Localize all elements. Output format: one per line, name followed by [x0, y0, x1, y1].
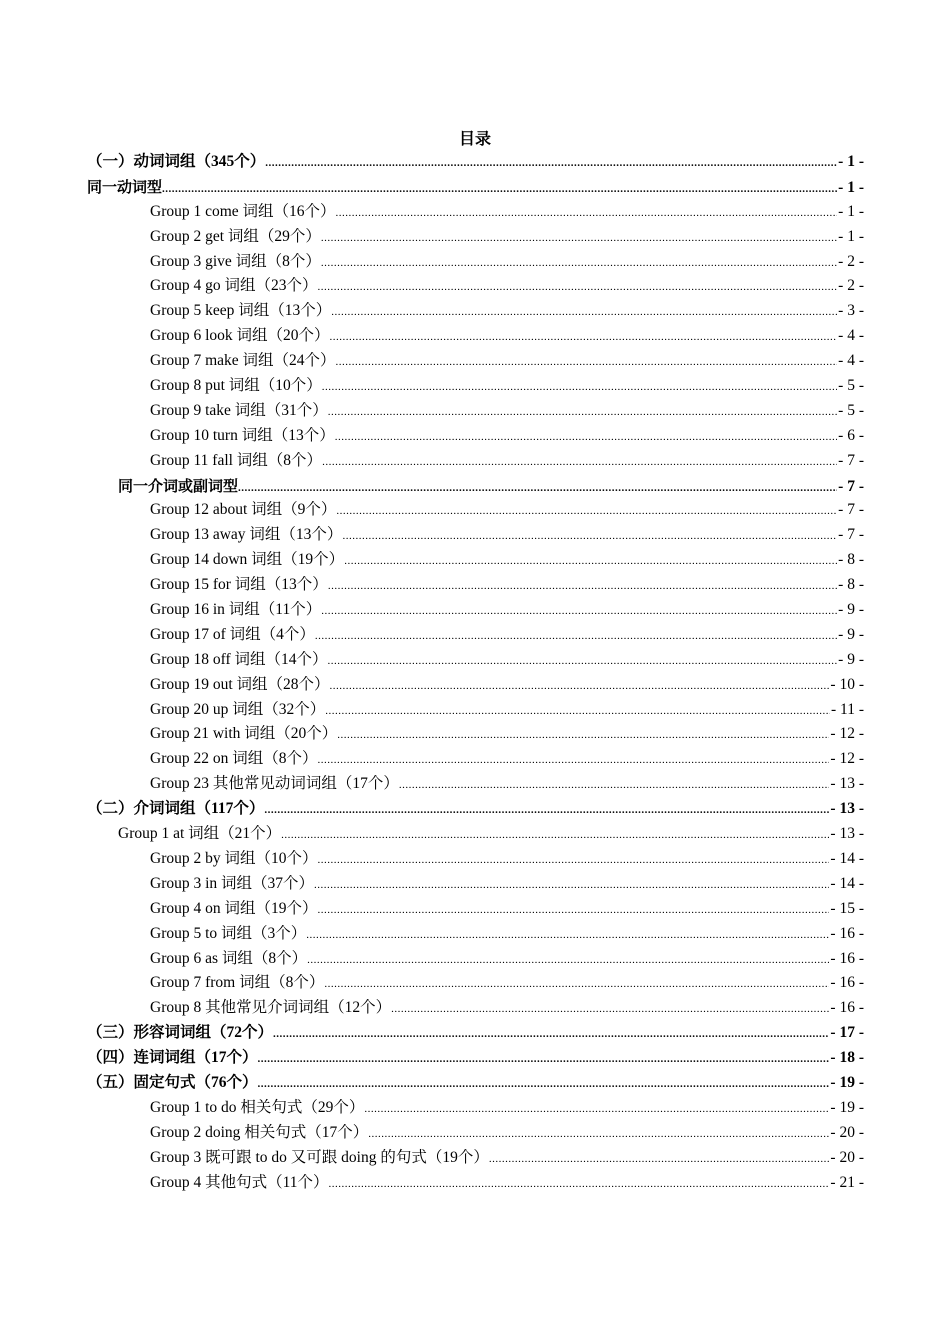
toc-entry-label: （三）形容词词组（72个）	[87, 1024, 274, 1042]
toc-leader-dots	[328, 400, 837, 425]
toc-entry-page: - 12 -	[830, 725, 864, 743]
toc-entry[interactable]	[150, 548, 864, 573]
toc-entry[interactable]	[150, 374, 864, 399]
toc-entry-label: Group 3 既可跟 to do 又可跟 doing 的句式（19个）	[150, 1148, 489, 1166]
toc-entry[interactable]	[118, 474, 864, 499]
toc-leader-dots	[306, 923, 829, 948]
toc-entry-label: Group 12 about 词组（9个）	[150, 501, 337, 519]
toc-entry-label: Group 10 turn 词组（13个）	[150, 426, 335, 444]
toc-leader-dots	[322, 450, 837, 475]
toc-leader-dots	[314, 873, 829, 898]
toc-leader-dots	[264, 798, 829, 823]
toc-entry[interactable]	[150, 324, 864, 349]
toc-leader-dots	[330, 674, 830, 699]
toc-entry-label: Group 2 doing 相关句式（17个）	[150, 1123, 369, 1141]
toc-leader-dots	[344, 549, 837, 574]
toc-entry-page: - 13 -	[830, 800, 864, 818]
toc-entry-label: Group 5 keep 词组（13个）	[150, 302, 332, 320]
toc-entry-label: Group 22 on 词组（8个）	[150, 750, 318, 768]
toc-entry[interactable]	[87, 797, 864, 822]
toc-entry-page: - 14 -	[830, 849, 864, 867]
toc-leader-dots	[307, 948, 829, 973]
toc-entry-page: - 3 -	[838, 302, 864, 320]
toc-entry-page: - 7 -	[838, 501, 864, 519]
toc-entry[interactable]	[150, 573, 864, 598]
toc-entry[interactable]	[150, 872, 864, 897]
toc-entry-label: Group 2 by 词组（10个）	[150, 849, 318, 867]
toc-entry[interactable]	[150, 299, 864, 324]
toc-entry-label: Group 4 go 词组（23个）	[150, 277, 318, 295]
toc-entry-page: - 11 -	[831, 700, 864, 718]
toc-leader-dots	[324, 972, 829, 997]
toc-leader-dots	[322, 375, 837, 400]
toc-entry-label: Group 7 from 词组（8个）	[150, 974, 325, 992]
toc-entry-label: Group 6 as 词组（8个）	[150, 949, 308, 967]
toc-entry-page: - 16 -	[830, 924, 864, 942]
toc-entry[interactable]	[150, 747, 864, 772]
toc-entry-label: Group 9 take 词组（31个）	[150, 401, 328, 419]
toc-entry-label: Group 18 off 词组（14个）	[150, 650, 328, 668]
toc-entry[interactable]	[150, 971, 864, 996]
toc-leader-dots	[317, 748, 829, 773]
toc-entry-label: Group 1 come 词组（16个）	[150, 202, 336, 220]
toc-entry-page: - 19 -	[830, 1073, 864, 1091]
toc-entry[interactable]	[87, 1046, 864, 1071]
toc-leader-dots	[337, 723, 829, 748]
toc-entry[interactable]	[150, 349, 864, 374]
toc-entry-label: Group 16 in 词组（11个）	[150, 601, 322, 619]
toc-entry-label: Group 21 with 词组（20个）	[150, 725, 338, 743]
toc-leader-dots	[258, 1072, 830, 1097]
toc-entry-page: - 14 -	[830, 874, 864, 892]
toc-entry[interactable]	[150, 673, 864, 698]
toc-entry[interactable]	[150, 225, 864, 250]
toc-leader-dots	[281, 823, 829, 848]
toc-entry[interactable]	[150, 996, 864, 1021]
toc-entry-label: Group 8 其他常见介词词组（12个）	[150, 999, 392, 1017]
toc-leader-dots	[328, 574, 837, 599]
toc-leader-dots	[330, 325, 838, 350]
toc-entry-page: - 7 -	[838, 526, 864, 544]
toc-entry-label: Group 8 put 词组（10个）	[150, 377, 322, 395]
toc-entry[interactable]	[150, 648, 864, 673]
toc-entry[interactable]	[150, 200, 864, 225]
toc-entry[interactable]	[150, 772, 864, 797]
toc-entry-label: Group 4 on 词组（19个）	[150, 899, 318, 917]
toc-leader-dots	[273, 1022, 829, 1047]
toc-entry-page: - 1 -	[838, 153, 864, 170]
toc-entry[interactable]	[150, 1146, 864, 1171]
toc-entry-label: Group 3 in 词组（37个）	[150, 874, 315, 892]
toc-entry[interactable]	[150, 424, 864, 449]
toc-entry-page: - 21 -	[830, 1173, 864, 1191]
toc-entry-page: - 12 -	[830, 750, 864, 768]
toc-entry-page: - 5 -	[838, 401, 864, 419]
toc-entry[interactable]	[150, 847, 864, 872]
toc-entry-page: - 4 -	[838, 327, 864, 345]
toc-entry-page: - 20 -	[830, 1148, 864, 1166]
toc-entry[interactable]	[150, 449, 864, 474]
toc-entry-page: - 1 -	[838, 227, 864, 245]
toc-entry[interactable]	[87, 1071, 864, 1096]
toc-entry-page: - 4 -	[838, 352, 864, 370]
toc-entry[interactable]	[150, 250, 864, 275]
toc-entry-label: Group 6 look 词组（20个）	[150, 327, 330, 345]
toc-leader-dots	[315, 624, 837, 649]
toc-entry[interactable]	[150, 722, 864, 747]
toc-leader-dots	[391, 997, 829, 1022]
toc-leader-dots	[335, 425, 837, 450]
toc-leader-dots	[317, 275, 837, 300]
toc-leader-dots	[399, 773, 830, 798]
toc-entry-page: - 15 -	[830, 899, 864, 917]
toc-entry[interactable]	[150, 274, 864, 299]
toc-entry[interactable]	[150, 1171, 864, 1196]
toc-entry-page: - 2 -	[838, 277, 864, 295]
toc-entry-page: - 9 -	[838, 650, 864, 668]
toc-entry[interactable]	[87, 1021, 864, 1046]
toc-entry[interactable]	[150, 1121, 864, 1146]
toc-entry-label: Group 1 to do 相关句式（29个）	[150, 1098, 365, 1116]
toc-leader-dots	[331, 300, 837, 325]
toc-entry[interactable]	[150, 1096, 864, 1121]
toc-leader-dots	[258, 1047, 830, 1072]
toc-entry[interactable]	[150, 399, 864, 424]
toc-entry-label: Group 15 for 词组（13个）	[150, 576, 328, 594]
toc-entry-label: （五）固定句式（76个）	[87, 1073, 258, 1091]
toc-entry-label: 同一动词型	[87, 177, 163, 196]
toc-entry[interactable]	[150, 598, 864, 623]
toc-entry-page: - 9 -	[838, 601, 864, 619]
toc-entry-label: Group 1 at 词组（21个）	[118, 825, 282, 843]
toc-leader-dots	[321, 251, 837, 276]
toc-entry[interactable]	[150, 947, 864, 972]
toc-title: 目录	[458, 129, 491, 148]
toc-leader-dots	[364, 1097, 829, 1122]
toc-entry-label: Group 19 out 词组（28个）	[150, 675, 330, 693]
toc-entry-label: Group 14 down 词组（19个）	[150, 551, 345, 569]
toc-leader-dots	[162, 177, 837, 202]
toc-entry-label: Group 2 get 词组（29个）	[150, 227, 321, 245]
toc-entry-label: （四）连词词组（17个）	[87, 1049, 258, 1067]
toc-entry-page: - 17 -	[830, 1024, 864, 1042]
toc-entry-label: Group 4 其他句式（11个）	[150, 1173, 329, 1191]
toc-entry-page: - 13 -	[830, 825, 864, 843]
toc-entry-page: - 8 -	[838, 551, 864, 569]
toc-entry-page: - 16 -	[830, 999, 864, 1017]
toc-entry-page: - 20 -	[830, 1123, 864, 1141]
toc-entry-page: - 5 -	[838, 377, 864, 395]
toc-entry-page: - 1 -	[838, 202, 864, 220]
toc-entry-page: - 18 -	[830, 1049, 864, 1067]
toc-entry-page: - 7 -	[838, 451, 864, 469]
toc-entry-page: - 2 -	[838, 252, 864, 270]
toc-leader-dots	[325, 699, 830, 724]
toc-entry[interactable]	[150, 922, 864, 947]
toc-entry-label: Group 20 up 词组（32个）	[150, 700, 326, 718]
toc-leader-dots	[317, 898, 829, 923]
toc-leader-dots	[265, 151, 837, 176]
toc-entry-page: - 9 -	[838, 625, 864, 643]
toc-entry-page: - 10 -	[830, 675, 864, 693]
toc-leader-dots	[368, 1122, 829, 1147]
toc-entry-label: Group 23 其他常见动词词组（17个）	[150, 775, 399, 793]
toc-entry[interactable]	[150, 498, 864, 523]
toc-entry-label: Group 3 give 词组（8个）	[150, 252, 321, 270]
toc-entry-page: - 13 -	[830, 775, 864, 793]
toc-leader-dots	[321, 599, 837, 624]
toc-entry[interactable]	[87, 150, 864, 175]
toc-entry-page: - 16 -	[830, 949, 864, 967]
toc-entry[interactable]	[118, 822, 864, 847]
toc-entry-page: - 16 -	[830, 974, 864, 992]
table-of-contents	[0, 150, 950, 1195]
toc-entry-label: （一）动词词组（345个）	[87, 153, 266, 170]
toc-leader-dots	[336, 201, 838, 226]
toc-entry-label: Group 7 make 词组（24个）	[150, 352, 336, 370]
toc-entry[interactable]	[150, 698, 864, 723]
toc-entry-page: - 19 -	[830, 1098, 864, 1116]
toc-entry-label: Group 13 away 词组（13个）	[150, 526, 343, 544]
toc-entry-page: - 1 -	[838, 178, 864, 196]
toc-leader-dots	[489, 1147, 830, 1172]
toc-entry-page: - 6 -	[838, 426, 864, 444]
toc-entry-page: - 7 -	[838, 477, 864, 495]
toc-leader-dots	[321, 226, 837, 251]
toc-entry-page: - 8 -	[838, 576, 864, 594]
toc-entry[interactable]	[150, 897, 864, 922]
toc-leader-dots	[336, 499, 837, 524]
toc-leader-dots	[342, 524, 837, 549]
toc-entry-label: （二）介词词组（117个）	[87, 800, 265, 818]
toc-entry-label: 同一介词或副词型	[118, 476, 239, 495]
toc-leader-dots	[238, 476, 837, 501]
toc-entry-label: Group 5 to 词组（3个）	[150, 924, 307, 942]
toc-leader-dots	[329, 1172, 830, 1197]
toc-leader-dots	[336, 350, 838, 375]
toc-leader-dots	[317, 848, 829, 873]
toc-entry[interactable]	[150, 523, 864, 548]
toc-leader-dots	[328, 649, 838, 674]
toc-entry-label: Group 17 of 词组（4个）	[150, 625, 315, 643]
toc-entry[interactable]	[150, 623, 864, 648]
toc-entry-label: Group 11 fall 词组（8个）	[150, 451, 323, 469]
toc-entry[interactable]	[87, 175, 864, 200]
